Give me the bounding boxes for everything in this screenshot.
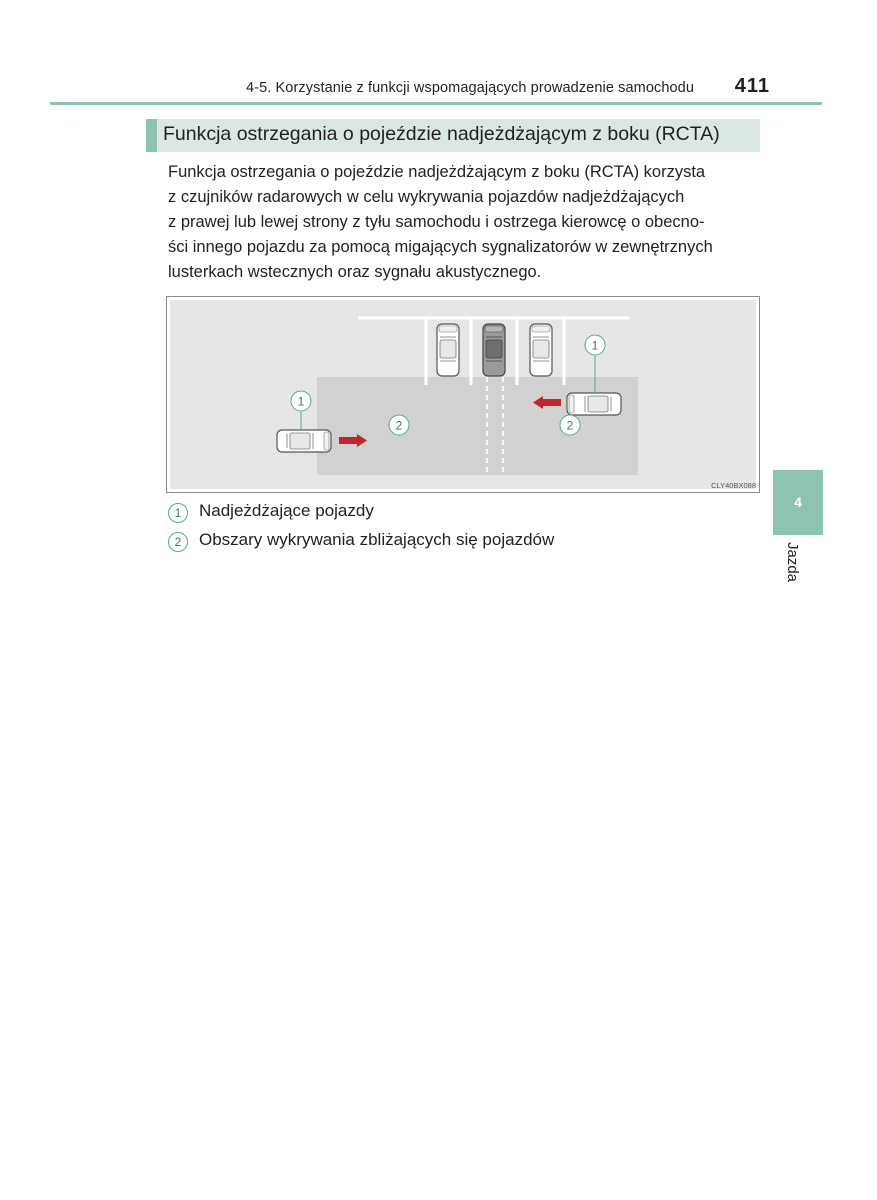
rcta-illustration xyxy=(167,297,759,492)
own-vehicle xyxy=(483,324,505,376)
detection-zone xyxy=(317,377,638,475)
chapter-number: 4 xyxy=(794,494,802,510)
figure-code: CLY40BX088 xyxy=(711,481,756,490)
legend-text: Nadjeżdżające pojazdy xyxy=(199,501,374,520)
legend-number-badge: 2 xyxy=(168,532,188,552)
svg-text:2: 2 xyxy=(566,418,574,433)
paragraph-line: z czujników radarowych w celu wykrywania pojazdów nadjeżdżających xyxy=(168,188,685,206)
running-title: 4-5. Korzystanie z funkcji wspomagających prowadzenie samochodu xyxy=(246,80,694,96)
paragraph-line: z prawej lub lewej strony z tyłu samochodu i ostrzega kierowcę o obecno- xyxy=(168,213,705,231)
approaching-car-left xyxy=(277,430,331,452)
chapter-tab xyxy=(773,470,823,535)
callout-2-right xyxy=(560,415,580,435)
body-paragraph xyxy=(168,160,768,285)
legend-text: Obszary wykrywania zbliżających się pojazdów xyxy=(199,530,555,549)
header-rule xyxy=(50,102,822,105)
parked-car xyxy=(437,324,459,376)
chapter-label xyxy=(784,542,804,602)
svg-text:1: 1 xyxy=(591,338,599,353)
legend-item xyxy=(168,530,728,559)
section-heading xyxy=(146,119,760,152)
legend-number-badge: 1 xyxy=(168,503,188,523)
paragraph-line: ści innego pojazdu za pomocą migających sygnalizatorów w zewnętrznych xyxy=(168,238,713,256)
paragraph-line: Funkcja ostrzegania o pojeździe nadjeżdżającym z boku (RCTA) korzysta xyxy=(168,163,706,181)
legend-item xyxy=(168,501,728,530)
callout-1-left xyxy=(291,391,311,411)
callout-2-left xyxy=(389,415,409,435)
approaching-car-right xyxy=(567,393,621,415)
paragraph-line: lusterkach wstecznych oraz sygnału akustycznego. xyxy=(168,263,542,281)
page-number: 411 xyxy=(734,75,770,97)
figure-legend xyxy=(168,501,728,559)
section-heading-text: Funkcja ostrzegania o pojeździe nadjeżdżającym z boku (RCTA) xyxy=(163,123,720,145)
running-header xyxy=(150,76,770,102)
chapter-name: Jazda xyxy=(784,542,801,583)
svg-text:1: 1 xyxy=(297,394,305,409)
rcta-diagram xyxy=(166,296,760,493)
svg-text:2: 2 xyxy=(395,418,403,433)
parked-car xyxy=(530,324,552,376)
callout-1-right xyxy=(585,335,605,355)
